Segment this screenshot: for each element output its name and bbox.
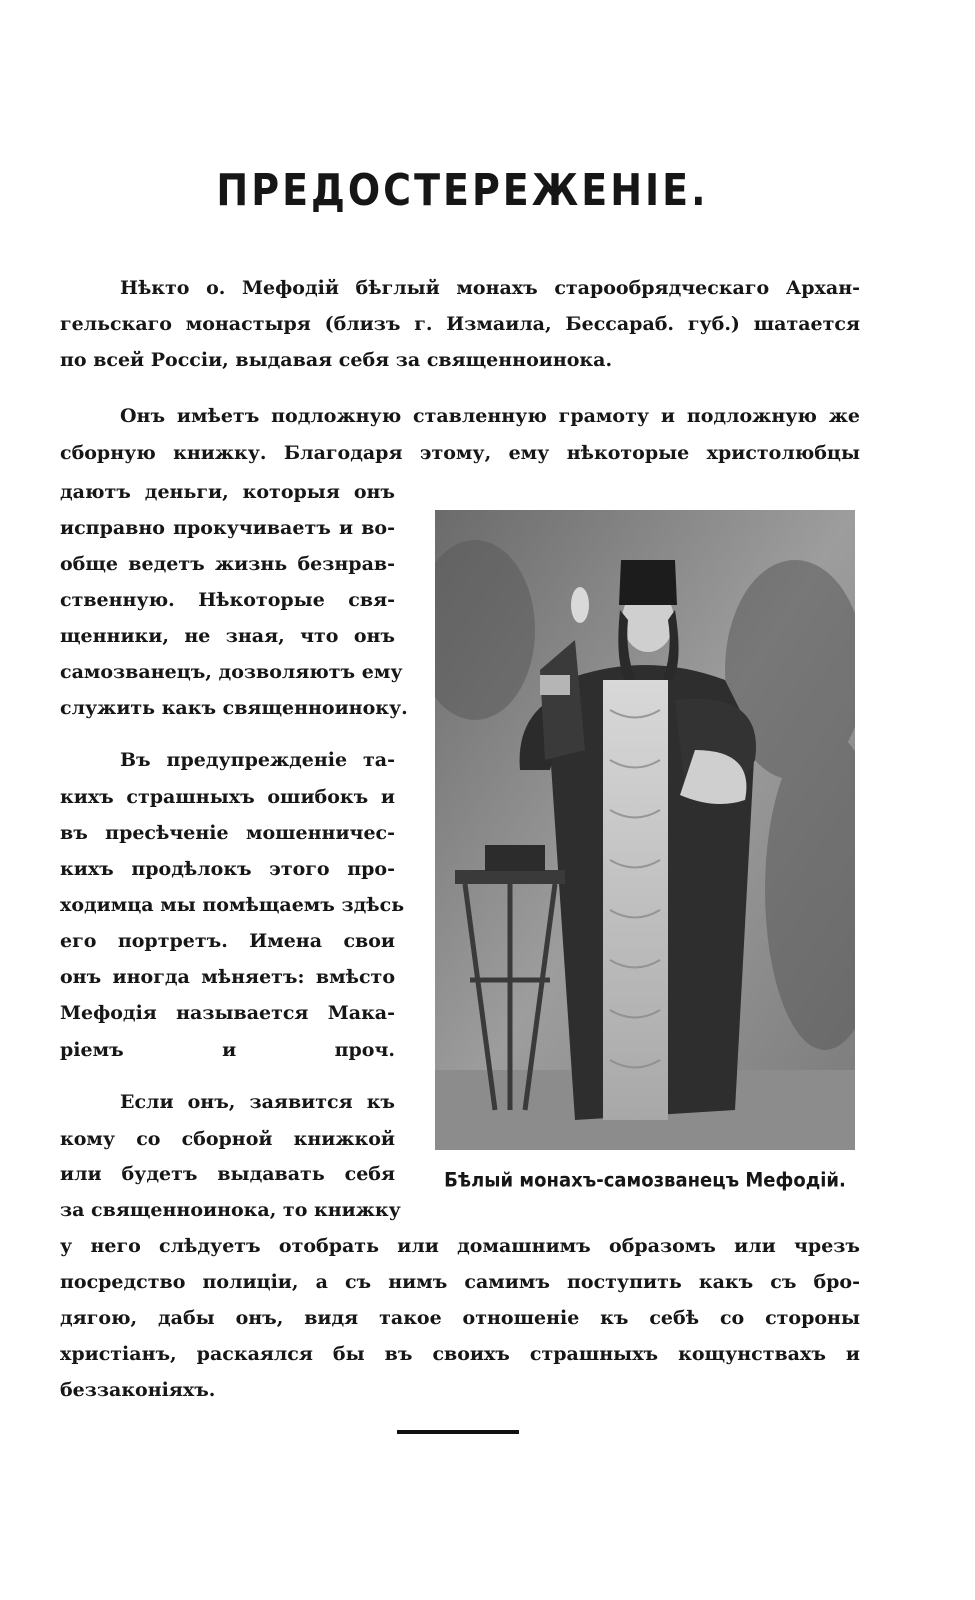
text-line: онъ иногда мѣняетъ: вмѣсто xyxy=(60,966,395,988)
divider-rule xyxy=(397,1430,519,1434)
text-line: кихъ страшныхъ ошибокъ и xyxy=(60,786,395,808)
text-line: кихъ продѣлокъ этого про- xyxy=(60,858,395,880)
text-line: ріемъ и проч. xyxy=(60,1039,395,1061)
text-line: Въ предупрежденіе та- xyxy=(120,749,395,771)
text-line: беззаконіяхъ. xyxy=(60,1379,216,1401)
text-line: самозванецъ, дозволяютъ ему xyxy=(60,661,403,683)
text-line: щенники, не зная, что онъ xyxy=(60,625,395,647)
text-line: въ пресѣченіе мошенничес- xyxy=(60,822,395,844)
text-line: Онъ имѣетъ подложную ставленную грамоту и подложную же xyxy=(120,405,860,427)
text-line: Если онъ, заявится къ xyxy=(120,1091,395,1113)
text-line: по всей Россіи, выдавая себя за священноинока. xyxy=(60,349,613,371)
page-title: ПРЕДОСТЕРЕЖЕНІЕ. xyxy=(216,164,709,216)
text-line: исправно прокучиваетъ и во- xyxy=(60,517,395,539)
text-line: посредство полиціи, а съ нимъ самимъ поступить какъ съ бро- xyxy=(60,1271,860,1293)
text-line: за священноинока, то книжку xyxy=(60,1199,401,1221)
text-line: обще ведетъ жизнь безнрав- xyxy=(60,553,395,575)
photo-caption: Бѣлый монахъ-самозванецъ Мефодій. xyxy=(444,1168,846,1193)
text-line: ходимца мы помѣщаемъ здѣсь xyxy=(60,894,405,916)
text-line: служить какъ священноиноку. xyxy=(60,697,408,719)
text-line: или будетъ выдавать себя xyxy=(60,1163,395,1185)
text-line: христіанъ, раскаялся бы въ своихъ страшныхъ кощунствахъ и xyxy=(60,1343,860,1365)
text-line: гельскаго монастыря (близъ г. Измаила, Бессараб. губ.) шатается xyxy=(60,313,860,335)
text-line: у него слѣдуетъ отобрать или домашнимъ образомъ или чрезъ xyxy=(60,1235,860,1257)
text-line: даютъ деньги, которыя онъ xyxy=(60,481,395,503)
text-line: сборную книжку. Благодаря этому, ему нѣкоторые христолюбцы xyxy=(60,442,860,464)
text-line: Нѣкто о. Мефодій бѣглый монахъ старообрядческаго Архан- xyxy=(120,277,860,299)
text-line: кому со сборной книжкой xyxy=(60,1128,395,1150)
text-line: Мефодія называется Мака- xyxy=(60,1002,395,1024)
text-line: ственную. Нѣкоторые свя- xyxy=(60,589,395,611)
text-line: дягою, дабы онъ, видя такое отношеніе къ себѣ со стороны xyxy=(60,1307,860,1329)
portrait-photo xyxy=(435,510,855,1150)
text-line: его портретъ. Имена свои xyxy=(60,930,395,952)
